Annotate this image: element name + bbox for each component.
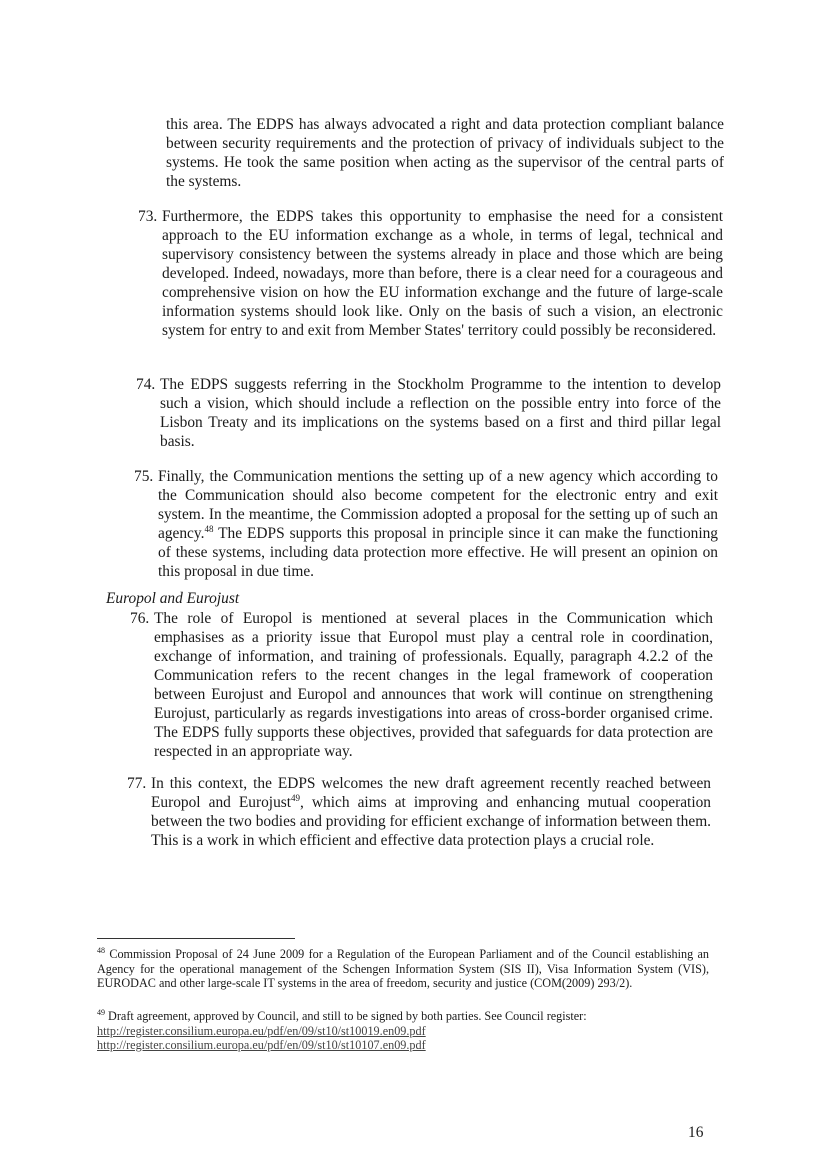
footnote-48 [97,947,709,991]
footnote-49 [97,1009,657,1053]
page-number: 16 [688,1124,704,1141]
footnote-text: Draft agreement, approved by Council, and still to be signed by both parties. See Council register: [105,1009,587,1023]
paragraph-number: 75. [134,468,154,485]
paragraph-76 [130,609,713,761]
footnote-ref-49[interactable]: 49 [291,793,301,803]
paragraph-74 [136,375,721,451]
footnote-mark: 48 [97,946,105,955]
paragraph-text-continued: The EDPS supports this proposal in principle since it can make the functioning of these systems, including data protection more effective. He will present an opinion on this proposal in due time. [158,525,718,580]
footnote-text: Commission Proposal of 24 June 2009 for a Regulation of the European Parliament and of the Council establishing an Agency for the operational management of the Schengen Information System (SIS II), Visa Information System (VIS), EURODAC and other large-scale IT systems in the area of freedom, security and justice (COM(2009) 293/2). [97,947,709,991]
paragraph-number: 73. [138,208,158,225]
council-register-link-2[interactable]: http://register.consilium.europa.eu/pdf/en/09/st10/st10107.en09.pdf [97,1038,426,1053]
council-register-link-1[interactable]: http://register.consilium.europa.eu/pdf/en/09/st10/st10019.en09.pdf [97,1023,426,1038]
footnote-separator [97,938,295,939]
paragraph-77 [127,774,712,850]
paragraph-75 [134,467,718,581]
paragraph-72-continuation: this area. The EDPS has always advocated a right and data protection compliant balance between security requirements and the protection of privacy of individuals subject to the systems. He took the same position when acting as the supervisor of the central parts of the systems. [166,116,724,190]
paragraph-text: In this context, the EDPS welcomes the new draft agreement recently reached between Europol and Eurojust [151,775,711,811]
section-heading: Europol and Eurojust [106,590,240,607]
paragraph-text: Finally, the Communication mentions the setting up of a new agency which according to the Communication should also become competent for the electronic entry and exit system. In the meantime, the Commission adopted a proposal for the setting up of such an agency. [158,468,718,542]
paragraph-text-continued: , which aims at improving and enhancing mutual cooperation between the two bodies and providing for efficient exchange of information between them. This is a work in which efficient and effective data protection plays a crucial role. [151,794,712,849]
footnote-ref-48[interactable]: 48 [204,524,214,534]
paragraph-text: The role of Europol is mentioned at several places in the Communication which emphasises as a priority issue that Europol must play a central role in coordination, exchange of information, and training of professionals. Equally, paragraph 4.2.2 of the Communication refers to the recent changes in the legal framework of cooperation between Eurojust and Europol and announces that work will continue on strengthening Eurojust, particularly as regards investigations into areas of cross-border organised crime. The EDPS fully supports these objectives, provided that safeguards for data protection are respected in an appropriate way. [154,610,713,760]
paragraph-number: 76. [130,610,150,627]
paragraph-number: 77. [127,775,147,792]
paragraph-number: 74. [136,376,156,393]
footnote-mark: 49 [97,1008,105,1017]
paragraph-text: Furthermore, the EDPS takes this opportunity to emphasise the need for a consistent approach to the EU information exchange as a whole, in terms of legal, technical and supervisory consistency between the systems already in place and those which are being developed. Indeed, nowadays, more than before, there is a clear need for a courageous and comprehensive vision on how the EU information exchange and the future of large-scale information systems should look like. Only on the basis of such a vision, an electronic system for entry to and exit from Member States' territory could possibly be reconsidered. [162,208,723,339]
paragraph-73 [138,207,723,340]
paragraph-text: The EDPS suggests referring in the Stockholm Programme to the intention to develop such a vision, which should include a reflection on the possible entry into force of the Lisbon Treaty and its implications on the systems based on a first and third pillar legal basis. [160,376,721,450]
